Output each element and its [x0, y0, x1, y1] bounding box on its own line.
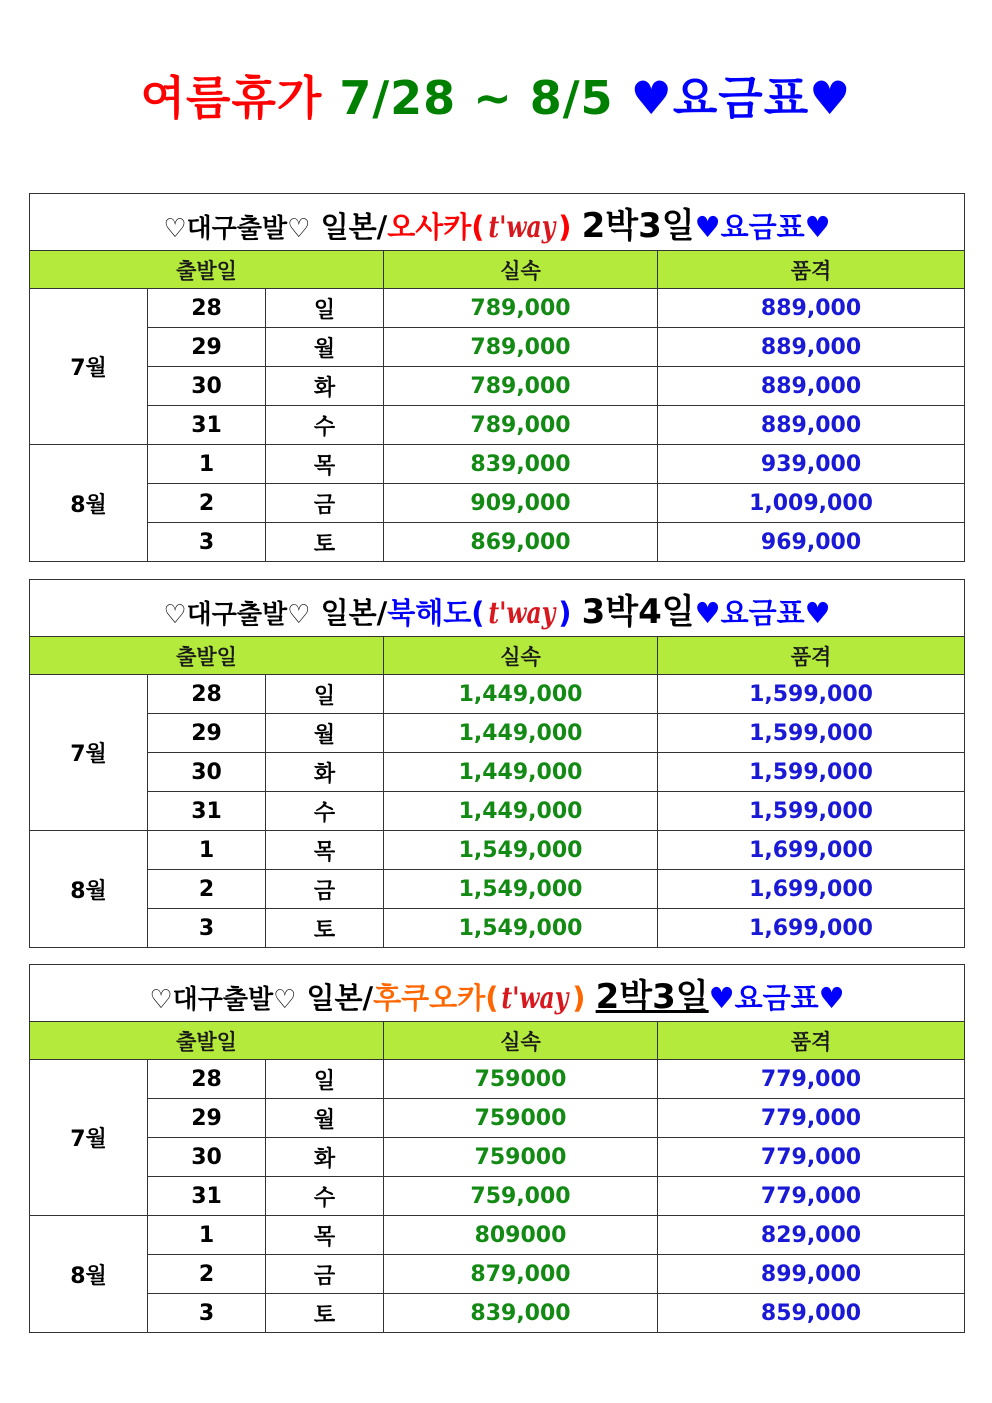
table-row	[30, 714, 965, 753]
month-cell: 8월	[30, 831, 148, 948]
premium-price-cell: 969,000	[658, 523, 965, 562]
table-row	[30, 1255, 965, 1294]
airline-logo: t'way	[487, 209, 555, 245]
table-header-row	[30, 251, 965, 289]
economy-price-cell: 759000	[384, 1099, 658, 1138]
premium-price-cell: 889,000	[658, 367, 965, 406]
destination-country: 일본/	[306, 980, 374, 1015]
premium-price-cell: 889,000	[658, 406, 965, 445]
economy-price-cell: 909,000	[384, 484, 658, 523]
day-cell: 3	[148, 523, 266, 562]
day-cell: 29	[148, 1099, 266, 1138]
airline-logo: t'way	[501, 980, 569, 1016]
header-economy: 실속	[384, 1022, 658, 1060]
destination-city: 후쿠오카	[373, 980, 486, 1015]
weekday-cell: 토	[266, 1294, 384, 1333]
header-economy: 실속	[384, 251, 658, 289]
economy-price-cell: 789,000	[384, 406, 658, 445]
premium-price-cell: 829,000	[658, 1216, 965, 1255]
table-row	[30, 406, 965, 445]
weekday-cell: 월	[266, 328, 384, 367]
fare-table-fukuoka	[29, 964, 964, 1333]
destination-country: 일본/	[320, 209, 388, 244]
day-cell: 3	[148, 1294, 266, 1333]
weekday-cell: 목	[266, 831, 384, 870]
day-cell: 3	[148, 909, 266, 948]
weekday-cell: 월	[266, 1099, 384, 1138]
day-cell: 31	[148, 1177, 266, 1216]
title-date-range: 7/28 ~ 8/5	[339, 71, 614, 125]
table-row	[30, 328, 965, 367]
weekday-cell: 금	[266, 870, 384, 909]
table-row	[30, 1099, 965, 1138]
economy-price-cell: 1,449,000	[384, 753, 658, 792]
day-cell: 2	[148, 484, 266, 523]
day-cell: 29	[148, 714, 266, 753]
table-row	[30, 792, 965, 831]
departure-city: ♡대구출발♡	[163, 599, 311, 630]
premium-price-cell: 1,599,000	[658, 675, 965, 714]
fare-table	[29, 579, 965, 948]
day-cell: 30	[148, 753, 266, 792]
premium-price-cell: 939,000	[658, 445, 965, 484]
premium-price-cell: 779,000	[658, 1177, 965, 1216]
destination-city: 오사카	[387, 209, 472, 244]
economy-price-cell: 839,000	[384, 445, 658, 484]
day-cell: 30	[148, 367, 266, 406]
economy-price-cell: 1,549,000	[384, 870, 658, 909]
day-cell: 2	[148, 1255, 266, 1294]
economy-price-cell: 789,000	[384, 289, 658, 328]
premium-price-cell: 1,599,000	[658, 753, 965, 792]
table-row	[30, 1138, 965, 1177]
table-row	[30, 870, 965, 909]
table-caption	[30, 965, 965, 1022]
premium-price-cell: 889,000	[658, 289, 965, 328]
weekday-cell: 수	[266, 792, 384, 831]
economy-price-cell: 1,449,000	[384, 714, 658, 753]
economy-price-cell: 1,549,000	[384, 909, 658, 948]
destination-city: 북해도	[387, 595, 472, 630]
day-cell: 1	[148, 1216, 266, 1255]
table-row	[30, 753, 965, 792]
trip-duration: 3박4일	[581, 591, 695, 632]
fare-table-osaka	[29, 193, 964, 562]
premium-price-cell: 1,699,000	[658, 831, 965, 870]
day-cell: 28	[148, 289, 266, 328]
table-caption	[30, 580, 965, 637]
table-row	[30, 1177, 965, 1216]
price-list-label: ♥요금표♥	[694, 209, 831, 244]
fare-table	[29, 193, 965, 562]
header-premium: 품격	[658, 1022, 965, 1060]
weekday-cell: 화	[266, 753, 384, 792]
premium-price-cell: 889,000	[658, 328, 965, 367]
header-departure-date: 출발일	[30, 251, 384, 289]
weekday-cell: 수	[266, 1177, 384, 1216]
page-title	[0, 62, 992, 128]
economy-price-cell: 1,449,000	[384, 675, 658, 714]
title-price-list: ♥요금표♥	[630, 71, 852, 125]
day-cell: 30	[148, 1138, 266, 1177]
table-caption-row	[30, 580, 965, 637]
month-cell: 7월	[30, 675, 148, 831]
weekday-cell: 월	[266, 714, 384, 753]
day-cell: 1	[148, 831, 266, 870]
table-row	[30, 675, 965, 714]
economy-price-cell: 1,449,000	[384, 792, 658, 831]
paren-close: )	[572, 980, 586, 1015]
airline-logo: t'way	[487, 595, 555, 631]
table-row	[30, 1216, 965, 1255]
weekday-cell: 토	[266, 909, 384, 948]
table-header-row	[30, 1022, 965, 1060]
weekday-cell: 목	[266, 445, 384, 484]
day-cell: 31	[148, 792, 266, 831]
weekday-cell: 수	[266, 406, 384, 445]
title-summer-vacation: 여름휴가	[140, 71, 323, 125]
weekday-cell: 일	[266, 289, 384, 328]
header-departure-date: 출발일	[30, 637, 384, 675]
premium-price-cell: 899,000	[658, 1255, 965, 1294]
table-caption	[30, 194, 965, 251]
economy-price-cell: 809000	[384, 1216, 658, 1255]
departure-city: ♡대구출발♡	[163, 213, 311, 244]
departure-city: ♡대구출발♡	[149, 984, 297, 1015]
table-row	[30, 1294, 965, 1333]
premium-price-cell: 1,599,000	[658, 714, 965, 753]
trip-duration: 2박3일	[581, 205, 695, 246]
economy-price-cell: 1,549,000	[384, 831, 658, 870]
economy-price-cell: 759,000	[384, 1177, 658, 1216]
month-cell: 8월	[30, 1216, 148, 1333]
day-cell: 1	[148, 445, 266, 484]
day-cell: 29	[148, 328, 266, 367]
day-cell: 28	[148, 1060, 266, 1099]
header-departure-date: 출발일	[30, 1022, 384, 1060]
table-row	[30, 831, 965, 870]
table-row	[30, 523, 965, 562]
month-cell: 7월	[30, 289, 148, 445]
economy-price-cell: 759000	[384, 1060, 658, 1099]
paren-open: (	[485, 980, 499, 1015]
weekday-cell: 금	[266, 484, 384, 523]
table-header-row	[30, 637, 965, 675]
economy-price-cell: 879,000	[384, 1255, 658, 1294]
table-row	[30, 909, 965, 948]
trip-duration: 2박3일	[595, 976, 709, 1017]
paren-close: )	[558, 595, 572, 630]
fare-table-hokkaido	[29, 579, 964, 948]
premium-price-cell: 779,000	[658, 1138, 965, 1177]
header-economy: 실속	[384, 637, 658, 675]
premium-price-cell: 1,599,000	[658, 792, 965, 831]
weekday-cell: 목	[266, 1216, 384, 1255]
table-caption-row	[30, 965, 965, 1022]
month-cell: 7월	[30, 1060, 148, 1216]
paren-close: )	[558, 209, 572, 244]
premium-price-cell: 1,009,000	[658, 484, 965, 523]
table-row	[30, 1060, 965, 1099]
day-cell: 2	[148, 870, 266, 909]
day-cell: 31	[148, 406, 266, 445]
weekday-cell: 토	[266, 523, 384, 562]
premium-price-cell: 1,699,000	[658, 870, 965, 909]
economy-price-cell: 789,000	[384, 367, 658, 406]
table-row	[30, 484, 965, 523]
table-row	[30, 367, 965, 406]
premium-price-cell: 1,699,000	[658, 909, 965, 948]
price-list-label: ♥요금표♥	[708, 980, 845, 1015]
premium-price-cell: 859,000	[658, 1294, 965, 1333]
table-row	[30, 445, 965, 484]
fare-table	[29, 964, 965, 1333]
weekday-cell: 화	[266, 367, 384, 406]
header-premium: 품격	[658, 251, 965, 289]
destination-country: 일본/	[320, 595, 388, 630]
weekday-cell: 금	[266, 1255, 384, 1294]
economy-price-cell: 839,000	[384, 1294, 658, 1333]
premium-price-cell: 779,000	[658, 1099, 965, 1138]
weekday-cell: 일	[266, 675, 384, 714]
paren-open: (	[471, 595, 485, 630]
month-cell: 8월	[30, 445, 148, 562]
price-list-label: ♥요금표♥	[694, 595, 831, 630]
weekday-cell: 화	[266, 1138, 384, 1177]
economy-price-cell: 759000	[384, 1138, 658, 1177]
day-cell: 28	[148, 675, 266, 714]
header-premium: 품격	[658, 637, 965, 675]
weekday-cell: 일	[266, 1060, 384, 1099]
paren-open: (	[471, 209, 485, 244]
economy-price-cell: 869,000	[384, 523, 658, 562]
economy-price-cell: 789,000	[384, 328, 658, 367]
table-row	[30, 289, 965, 328]
premium-price-cell: 779,000	[658, 1060, 965, 1099]
table-caption-row	[30, 194, 965, 251]
